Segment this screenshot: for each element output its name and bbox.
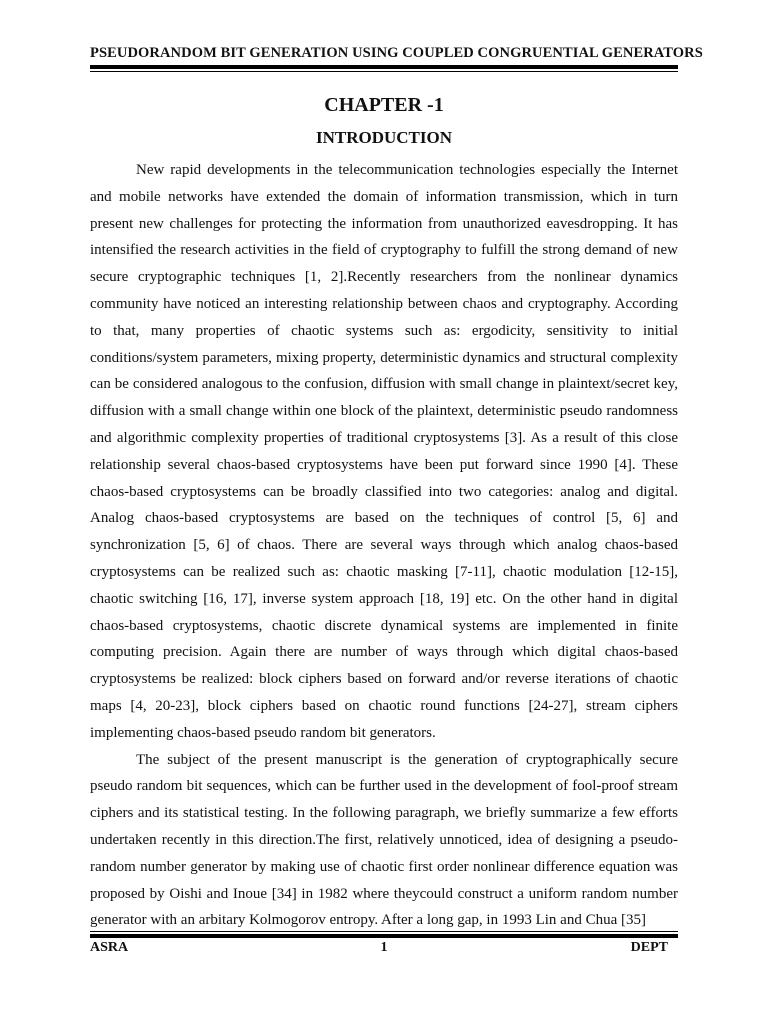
header-rule-thin [90, 71, 678, 72]
footer-rule-thin [90, 931, 678, 932]
running-header: PSEUDORANDOM BIT GENERATION USING COUPLED CONGRUENTIAL GENERATORS [90, 45, 703, 61]
body-text [90, 157, 678, 934]
footer-left-label: ASRA [90, 940, 129, 955]
footer-rule-thick [90, 934, 678, 938]
header-rule-thick [90, 65, 678, 69]
section-title: INTRODUCTION [315, 128, 453, 147]
paragraph: The subject of the present manuscript is the generation of cryptographically secure pseudo random bit sequences, which can be further used in the development of fool-proof stream ciphers and its statistical testing. In the following paragraph, we briefly summarize a few efforts undertaken recently in this direction.The first, relatively unnoticed, idea of designing a pseudo-random number generator by making use of chaotic first order nonlinear difference equation was proposed by Oishi and Inoue [34] in 1982 where theycould construct a uniform random number generator with an arbitary Kolmogorov entropy. After a long gap, in 1993 Lin and Chua [35] [90, 751, 678, 929]
chapter-title: CHAPTER -1 [324, 94, 444, 116]
page-number: 1 [380, 940, 388, 955]
paragraph: New rapid developments in the telecommunication technologies especially the Internet and mobile networks have extended the domain of information transmission, which in turn present new challenges for protecting the information from unauthorized eavesdropping. It has intensified the research activities in the field of cryptography to fulfill the strong demand of new secure cryptographic techniques [1, 2].Recently researchers from the nonlinear dynamics community have noticed an interesting relationship between chaos and cryptography. According to that, many properties of chaotic systems such as: ergodicity, sensitivity to initial conditions/system parameters, mixing property, deterministic dynamics and structural complexity can be considered analogous to the confusion, diffusion with small change in plaintext/secret key, diffusion with a small change within one block of the plaintext, deterministic pseudo randomness and algorithmic complexity properties of traditional cryptosystems [3]. As a result of this close relationship several chaos-based cryptosystems have been put forward since 1990 [4]. These chaos-based cryptosystems can be broadly classified into two categories: analog and digital. Analog chaos-based cryptosystems are based on the techniques of control [5, 6] and synchronization [5, 6] of chaos. There are several ways through which analog chaos-based cryptosystems can be realized such as: chaotic masking [7-11], chaotic modulation [12-15], chaotic switching [16, 17], inverse system approach [18, 19] etc. On the other hand in digital chaos-based cryptosystems, chaotic discrete dynamical systems are implemented in finite computing precision. Again there are number of ways through which digital chaos-based cryptosystems be realized: block ciphers based on forward and/or reverse iterations of chaotic maps [4, 20-23], block ciphers based on chaotic round functions [24-27], stream ciphers implementing chaos-based pseudo random bit generators. [90, 162, 678, 741]
footer-right-label: DEPT [630, 940, 668, 955]
page-footer [90, 940, 678, 962]
